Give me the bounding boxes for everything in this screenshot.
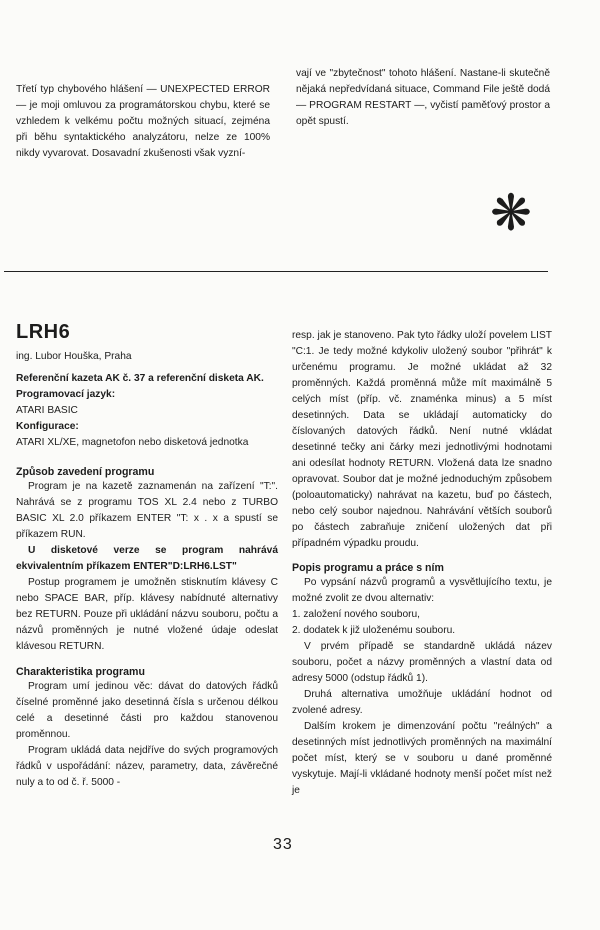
section-heading-description: Popis programu a práce s ním xyxy=(292,562,444,574)
description-paragraph-2: V prvém případě se standardně ukládá název souboru, počet a názvy proměnných a vlastní data od adresy 5000 (odstup řádků 1). xyxy=(292,641,552,684)
reference-info: Referenční kazeta AK č. 37 a referenční disketa AK. xyxy=(16,373,264,384)
description-list-item-2: 2. dodatek k již uloženému souboru. xyxy=(292,625,456,636)
description-paragraph-4: Dalším krokem je dimenzování počtu "reálných" a desetinných míst jednotlivých proměnných na maximální počet míst, který se v souboru u dané proměnné vyskytuje. Mají-li vkládané hodnoty menší počet míst než je xyxy=(292,721,552,796)
description-list-item-1: 1. založení nového souboru, xyxy=(292,609,421,620)
section-heading-loading: Způsob zavedení programu xyxy=(16,466,155,478)
section-heading-characteristics: Charakteristika programu xyxy=(16,666,145,678)
characteristics-paragraph-1: Program umí jedinou věc: dávat do datových řádků číselné proměnné jako desetinná čísla s určenou délkou celé a desetinné části pro každou stanovenou proměnnou. xyxy=(16,681,278,740)
section-divider xyxy=(4,271,548,272)
top-right-paragraph xyxy=(296,66,550,130)
continuation-paragraph: resp. jak je stanoveno. Pak tyto řádky uloží povelem LIST "C:1. Je tedy možné kdykoliv uložený soubor "přihrát" k určenému programu. Je možné ukládat až 32 proměnných. Každá proměnná může mít maximálně 5 celých míst (příp. vč. znaménka minus) a 5 míst desetinných. Data se ukládají automaticky do číslovaných datových řádků. Není nutné vkládat desetinné tečky ani čárky mezi jednotlivými hodnotami ani odesílat hodnoty RETURN. Vložená data lze snadno opravovat. Soubor dat je možné jednoduchým způsobem (poloautomaticky) nahrávat na kazetu, buď po částech, nebo celý soubor najednou. Nahrávání větších souborů po částech zabraňuje zničení uložených dat při případném výpadku proudu. xyxy=(292,330,552,549)
description-paragraph-1: Po vypsání názvů programů a vysvětlujícího textu, je možné zvolit ze dvou alternativ: xyxy=(292,577,552,604)
article-title: LRH6 xyxy=(16,321,71,343)
loading-paragraph-3: Postup programem je umožněn stisknutím klávesy C nebo SPACE BAR, příp. klávesy nabídnuté alternativy bez RETURN. Pouze při ukládání názvu souboru, počtu a názvů proměnných je nutné vložené údaje odeslat klávesou RETURN. xyxy=(16,577,278,652)
article-right-column xyxy=(292,328,552,799)
page-number: 33 xyxy=(273,836,293,853)
language-value: ATARI BASIC xyxy=(16,405,78,416)
description-paragraph-3: Druhá alternativa umožňuje ukládání hodnot od zvolené adresy. xyxy=(292,689,552,716)
asterisk-ornament-icon: ❋ xyxy=(490,185,532,241)
language-label: Programovací jazyk: xyxy=(16,389,116,400)
top-left-text: Třetí typ chybového hlášení — UNEXPECTED ERROR — je moji omluvou za programátorskou chybu, které se vzhledem k velkému počtu možných situací, zejména při běhu syntaktického analyzátoru, nelze ze 100% nikdy vyvarovat. Dosavadní zkušenosti však vyzní- xyxy=(16,84,270,159)
configuration-label: Konfigurace: xyxy=(16,421,79,432)
top-left-paragraph xyxy=(16,82,270,162)
loading-paragraph-2: U disketové verze se program nahrává ekvivalentním příkazem ENTER"D:LRH6.LST" xyxy=(16,545,278,572)
top-right-text: vají ve "zbytečnost" tohoto hlášení. Nastane-li skutečně nějaká nepředvídaná situace, Command File ještě dodá — PROGRAM RESTART —, vyčistí paměťový prostor a opět spustí. xyxy=(296,68,550,127)
characteristics-paragraph-2: Program ukládá data nejdříve do svých programových řádků v uspořádání: název, parametry, data, závěrečné nuly a to od č. ř. 5000 - xyxy=(16,745,278,788)
article-author: ing. Lubor Houška, Praha xyxy=(16,351,132,362)
configuration-value: ATARI XL/XE, magnetofon nebo disketová jednotka xyxy=(16,437,249,448)
article-left-column xyxy=(16,321,278,791)
loading-paragraph-1: Program je na kazetě zaznamenán na zařízení "T:". Nahrává se z programu TOS XL 2.4 nebo z TURBO BASIC XL 2.0 příkazem ENTER "T: x . x a spustí se příkazem RUN. xyxy=(16,481,278,540)
